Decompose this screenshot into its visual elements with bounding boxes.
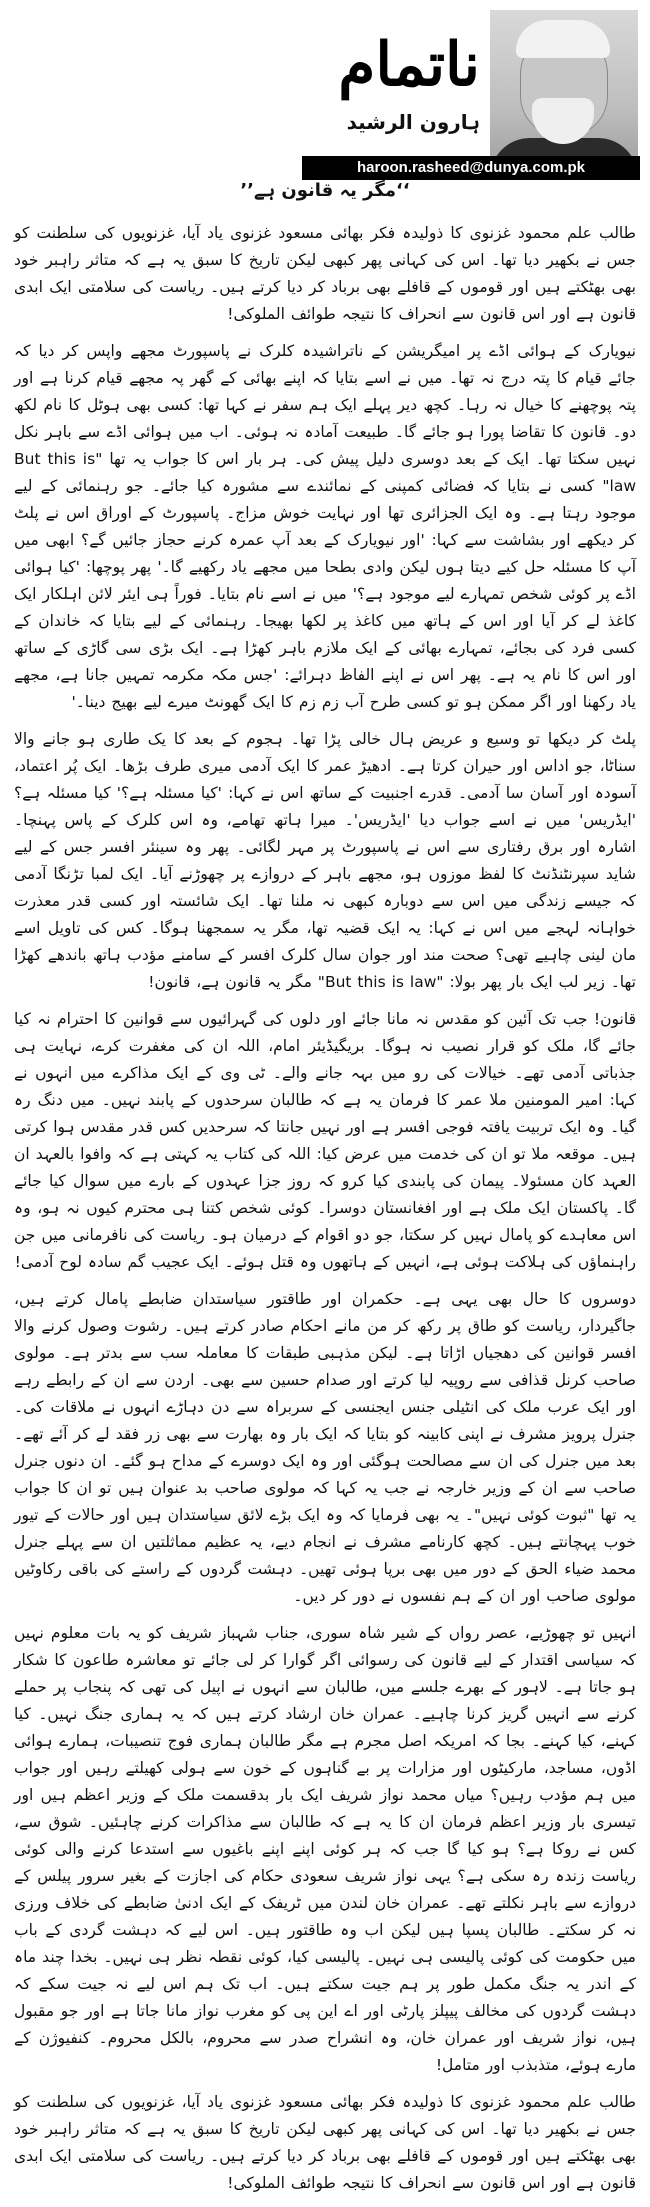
- article-paragraph: انہیں تو چھوڑیے، عصر رواں کے شیر شاہ سوری، جناب شہباز شریف کو یہ بات معلوم نہیں کہ سیاسی اقتدار کے لیے قانون کی رسوائی اگر گوارا کر لی جائے تو معاشرہ طاعون کا شکار ہو جاتا ہے۔ لاہور کے بھرے جلسے میں، طالبان سے انہوں نے اپیل کی تھی کہ پنجاب پر حملے کرنے سے انہیں گریز کرنا چاہیے۔ عمران خان ارشاد کرتے ہیں کہ یہ ہماری جنگ نہیں۔ کیا کہنے، کیا کہنے۔ بجا کہ امریکہ اصل مجرم ہے مگر طالبان ہماری فوج تنصیبات، ہمارے ہوائی اڈوں، مساجد، مارکیٹوں اور مزارات پر بے گناہوں کے خون سے ہولی کھیلتے رہیں اور جواب میں ہم مؤدب رہیں؟ میاں محمد نواز شریف ایک بار بدقسمت ملک کے وزیر اعظم ہیں اور تیسری بار وزیر اعظم فرمان ان کا یہ ہے کہ طالبان سے مذاکرات کرنے چاہئیں۔ شوق سے، کس نے روکا ہے؟ ہو کیا گا جب کہ ہر کوئی اپنے اپنے باغیوں سے استدعا کرنے والی کوئی ریاست زندہ رہ سکی ہے؟ یہی نواز شریف سعودی حکام کی اجازت کے بغیر سرور پیلس کے دروازے سے باہر نکلتے تھے۔ عمران خان لندن میں ٹریفک کے ایک ادنیٰ ضابطے کی خلاف ورزی نہ کر سکتے۔ طالبان پسپا ہیں لیکن اب وہ طاقتور ہیں۔ اس لیے کہ دہشت گردی کے باب میں حکومت کی کوئی پالیسی ہی نہیں۔ پالیسی کیا، کوئی نقطہ نظر ہی نہیں۔ بخدا چند ماہ کے اندر یہ جنگ مکمل طور پر ہم جیت سکتے ہیں۔ اب تک ہم اس لیے نہ جیت سکے کہ دہشت گردوں کی مخالف پیپلز پارٹی اور اے این پی کو مغرب نواز مانا جاتا ہے اور جو مقبول ہیں، نواز شریف اور عمران خان، وہ انشراح صدر سے محروم، بالکل محروم۔ کنفیوژن کے مارے ہوئے، متذبذب اور متامل!: [14, 1624, 636, 2074]
- author-email[interactable]: haroon.rasheed@dunya.com.pk: [302, 156, 640, 180]
- article-paragraph: پلٹ کر دیکھا تو وسیع و عریض ہال خالی پڑا تھا۔ ہجوم کے بعد کا یک طاری ہو جانے والا سناٹا، جو اداس اور حیران کرتا ہے۔ ادھیڑ عمر کا ایک آدمی میری طرف بڑھا۔ ایک پُر اعتماد، آسودہ اور آسان سا آدمی۔ قدرے اجنبیت کے ساتھ اس نے کہا: 'کیا مسئلہ ہے؟' کیا مسئلہ ہے؟ 'ایڈریس' میں نے اسے جواب دیا 'ایڈریس'۔ میرا ہاتھ تھامے، وہ اس کلرک کے پاس پہنچا۔ اشارہ اور برق رفتاری سے اس نے پاسپورٹ پر مہر لگائی۔ پھر وہ سینئر افسر جس کے لیے شاید سپرنٹنڈنٹ کا لفظ موزوں ہو، مجھے باہر کے دروازے پر چھوڑنے آیا۔ ایک لمبا تڑنگا آدمی کہ جیسے زندگی میں اس سے دوبارہ کبھی نہ ملنا تھا۔ ایک شائستہ اور کسی قدر معذرت خواہانہ لہجے میں اس نے کہا: یہ ایک قضیہ تھا، مگر یہ سمجھنا ہوگا۔ کس کی تاویل اسے مان لینی چاہیے تھی؟ صحت مند اور جوان سال کلرک افسر کے سامنے مؤدب ہاتھ باندھے کھڑا تھا۔ زیر لب ایک بار پھر بولا: "But this is law" مگر یہ قانون ہے، قانون!: [14, 730, 636, 991]
- article-paragraph: دوسروں کا حال بھی یہی ہے۔ حکمران اور طاقتور سیاستدان ضابطے پامال کرتے ہیں، جاگیردار، ریاست کو طاق پر رکھ کر من مانے احکام صادر کرتے ہیں۔ رشوت وصول کرنے والا افسر قوانین کی دھجیاں اڑاتا ہے۔ لیکن مذہبی طبقات کا معاملہ سب سے بدتر ہے۔ مولوی صاحب کرنل قذافی سے روپیہ لیا کرتے اور صدام حسین سے بھی۔ اردن سے ان کے رابطے رہے اور ایک عرب ملک کی انٹیلی جنس ایجنسی کے سربراہ سے دن دہاڑے انہوں نے ملاقات کی۔ جنرل پرویز مشرف نے اپنی کابینہ کو بتایا کہ ایک بار وہ بھارت سے بھی زر فقد لے کر آئے تھے۔ بعد میں جنرل کی ان سے مصالحت ہوگئی اور وہ ایک دوسرے کے مداح ہو گئے۔ ان دنوں جنرل صاحب سے ان کے وزیر خارجہ نے جب یہ کہا کہ مولوی صاحب بد عنوان ہیں تو ان کا جواب یہ تھا "ثبوت کوئی نہیں"۔ یہ بھی فرمایا کہ وہ ایک بڑے لائق سیاستدان ہیں اور حالات کے تیور خوب پہچانتے ہیں۔ کچھ کارنامے مشرف نے انجام دیے، یہ عظیم مماثلتیں ان سے پہلے جنرل محمد ضیاء الحق کے دور میں بھی برپا ہوئی تھیں۔ دہشت گردوں کے راستے کی باقی رکاوٹیں مولوی صاحب اور ان کے ہم نفسوں نے دور کر دیں۔: [14, 1290, 636, 1605]
- article-paragraph: نیویارک کے ہوائی اڈے پر امیگریشن کے ناتراشیدہ کلرک نے پاسپورٹ مجھے واپس کر دیا کہ جائے قیام کا پتہ درج نہ تھا۔ میں نے اسے بتایا کہ اپنے بھائی کے گھر پہ مجھے قیام کرنا ہے اور پتہ پوچھنے کا خیال نہ رہا۔ کچھ دیر پہلے ایک ہم سفر نے کہا تھا: کسی بھی ہوٹل کا نام لکھ دو۔ قانون کا تقاضا پورا ہو جائے گا۔ طبیعت آمادہ نہ ہوئی۔ اب میں ہوائی اڈے سے باہر نکل نہیں سکتا تھا۔ ایک کے بعد دوسری دلیل پیش کی۔ ہر بار اس کا جواب یہ تھا "But this is law" کسی نے بتایا کہ فضائی کمپنی کے نمائندے سے مشورہ کیا جائے۔ جو رہنمائی کے لیے موجود رہتا ہے۔ وہ ایک الجزائری تھا اور نہایت خوش مزاج۔ پاسپورٹ کے اوراق اس نے پلٹ کر دیکھے اور بشاشت سے کہا: 'اور نیویارک کے بعد آپ عمرہ کرنے حجاز جائیں گے؟ ابھی میں آپ کا مسئلہ حل کیے دیتا ہوں لیکن وادی بطحا میں مجھے یاد رکھیے گا۔' پھر پوچھا: 'کیا ہوائی اڈے پر کوئی شخص تمہارے لیے موجود ہے؟' میں نے اسے نام بتایا۔ فوراً ہی ایئر لائن اہلکار ایک کاغذ لے کر آیا اور اس کے ہاتھ میں کاغذ پر لکھا بھیجا۔ رہنمائی کے لیے بتایا کہ خاندان کے کسی فرد کی بجائے، تمہارے بھائی کے ایک ملازم باہر کھڑا ہے۔ ایک بڑی سی گاڑی کے ساتھ اور اس کا نام یہ ہے۔ پھر اس نے اپنے الفاظ دہرائے: 'جس مکہ مکرمہ تمہیں جانا ہے، مجھے یاد رکھنا اور اگر ممکن ہو تو کسی طرح آب زم زم کا ایک گھونٹ میرے لیے بھیج دینا۔': [14, 342, 636, 711]
- article-body: [14, 220, 636, 2207]
- author-photo: [490, 10, 638, 178]
- author-photo-hair: [516, 20, 610, 58]
- article-paragraph: طالب علم محمود غزنوی کا ذولیدہ فکر بھائی مسعود غزنوی یاد آیا، غزنویوں کی سلطنت کو جس نے بکھیر دیا تھا۔ اس کی کہانی پھر کبھی لیکن تاریخ کا سبق یہ ہے کہ متاثر راہبر خود بھی بھٹکتے ہیں اور قوموں کے قافلے بھی برباد کر دیا کرتے ہیں۔ ریاست کی سلامتی ایک ابدی قانون ہے اور اس قانون سے انحراف کا نتیجہ طوائف الملوکی!: [14, 224, 636, 323]
- article-paragraph: طالب علم محمود غزنوی کا ذولیدہ فکر بھائی مسعود غزنوی یاد آیا، غزنویوں کی سلطنت کو جس نے بکھیر دیا تھا۔ اس کی کہانی پھر کبھی لیکن تاریخ کا سبق یہ ہے کہ متاثر راہبر خود بھی بھٹکتے ہیں اور قوموں کے قافلے بھی برباد کر دیا کرتے ہیں۔ ریاست کی سلامتی ایک ابدی قانون ہے اور اس قانون سے انحراف کا نتیجہ طوائف الملوکی!: [14, 2093, 636, 2192]
- article-title: ’’مگر یہ قانون ہے‘‘: [240, 180, 410, 201]
- author-name: ہارون الرشید: [346, 110, 480, 134]
- column-header: [0, 0, 650, 200]
- column-name: ناتمام: [338, 30, 480, 100]
- article-paragraph: قانون! جب تک آئین کو مقدس نہ مانا جائے اور دلوں کی گہرائیوں سے قوانین کا احترام نہ کیا جائے گا، ملک کو قرار نصیب نہ ہوگا۔ بریگیڈیئر امام، اللہ ان کی مغفرت کرے، نہایت ہی جذباتی آدمی تھے۔ خیالات کی رو میں بہہ جانے والے۔ ٹی وی کے ایک مذاکرے میں انہوں نے کہا: امیر المومنین ملا عمر کا فرمان یہ ہے کہ طالبان سرحدوں کے پابند نہیں۔ میں دنگ رہ گیا۔ وہ ایک تربیت یافتہ فوجی افسر ہے اور نہیں جانتا کہ سرحدیں کس قدر مقدس ہوا کرتی ہیں۔ موقعہ ملا تو ان کی خدمت میں عرض کیا: اللہ کی کتاب یہ کہتی ہے کہ وافوا بالعہد ان العہد کان مسئولا۔ پیمان کی پابندی کیا کرو کہ روز جزا عہدوں کے بارے میں سوال کیا جائے گا۔ پاکستان ایک ملک ہے اور افغانستان دوسرا۔ کوئی شخص کتنا ہی محترم کیوں نہ ہو، وہ اس معاہدے کو پامال نہیں کر سکتا، جو دو اقوام کے درمیان ہو۔ ریاست کی نافرمانی میں جن راہنماؤں کی ہلاکت ہوئی ہے، انہیں کے ہاتھوں وہ قتل ہوئے۔ ایک عجیب گم سادہ لوح آدمی!: [14, 1010, 636, 1271]
